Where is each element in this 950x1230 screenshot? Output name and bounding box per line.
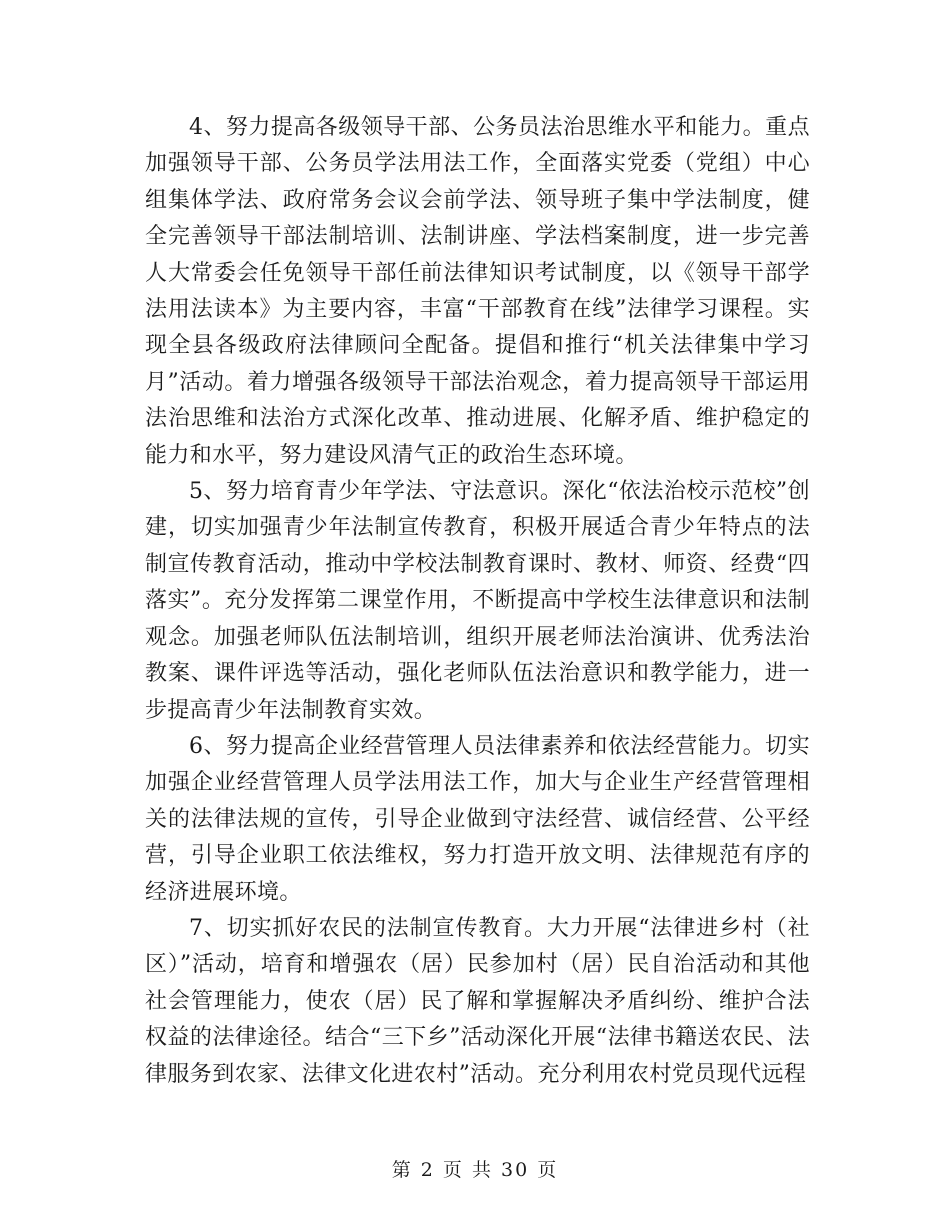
paragraph-7: 7、切实抓好农民的法制宣传教育。大力开展“法律进乡村（社区）”活动，培育和增强农（居）民参加村（居）民自治活动和其他社会管理能力，使农（居）民了解和掌握解决矛盾纠纷、维护合法权益的法律途径。结合“三下乡”活动深化开展“法律书籍送农民、法律服务到农家、法律文化进农村”活动。充分利用农村党员现代远程 (145, 915, 810, 1087)
paragraph-4: 4、努力提高各级领导干部、公务员法治思维水平和能力。重点加强领导干部、公务员学法用法工作，全面落实党委（党组）中心组集体学法、政府常务会议会前学法、领导班子集中学法制度，健全完善领导干部法制培训、法制讲座、学法档案制度，进一步完善人大常委会任免领导干部任前法律知识考试制度，以《领导干部学法用法读本》为主要内容，丰富“干部教育在线”法律学习课程。实现全县各级政府法律顾问全配备。提倡和推行“机关法律集中学习月”活动。着力增强各级领导干部法治观念，着力提高领导干部运用法治思维和法治方式深化改革、推动进展、化解矛盾、维护稳定的能力和水平，努力建设风清气正的政治生态环境。 (145, 115, 810, 468)
paragraph-6: 6、努力提高企业经营管理人员法律素养和依法经营能力。切实加强企业经营管理人员学法用法工作，加大与企业生产经营管理相关的法律法规的宣传，引导企业做到守法经营、诚信经营、公平经营，引导企业职工依法维权，努力打造开放文明、法律规范有序的经济进展环境。 (145, 733, 810, 905)
body-text (145, 110, 810, 1093)
paragraph-5: 5、努力培育青少年学法、守法意识。深化“依法治校示范校”创建，切实加强青少年法制宣传教育，积极开展适合青少年特点的法制宣传教育活动，推动中学校法制教育课时、教材、师资、经费“四落实”。充分发挥第二课堂作用，不断提高中学校生法律意识和法制观念。加强老师队伍法制培训，组织开展老师法治演讲、优秀法治教案、课件评选等活动，强化老师队伍法治意识和教学能力，进一步提高青少年法制教育实效。 (145, 479, 810, 723)
page-number-footer: 第 2 页 共 30 页 (391, 1159, 559, 1181)
